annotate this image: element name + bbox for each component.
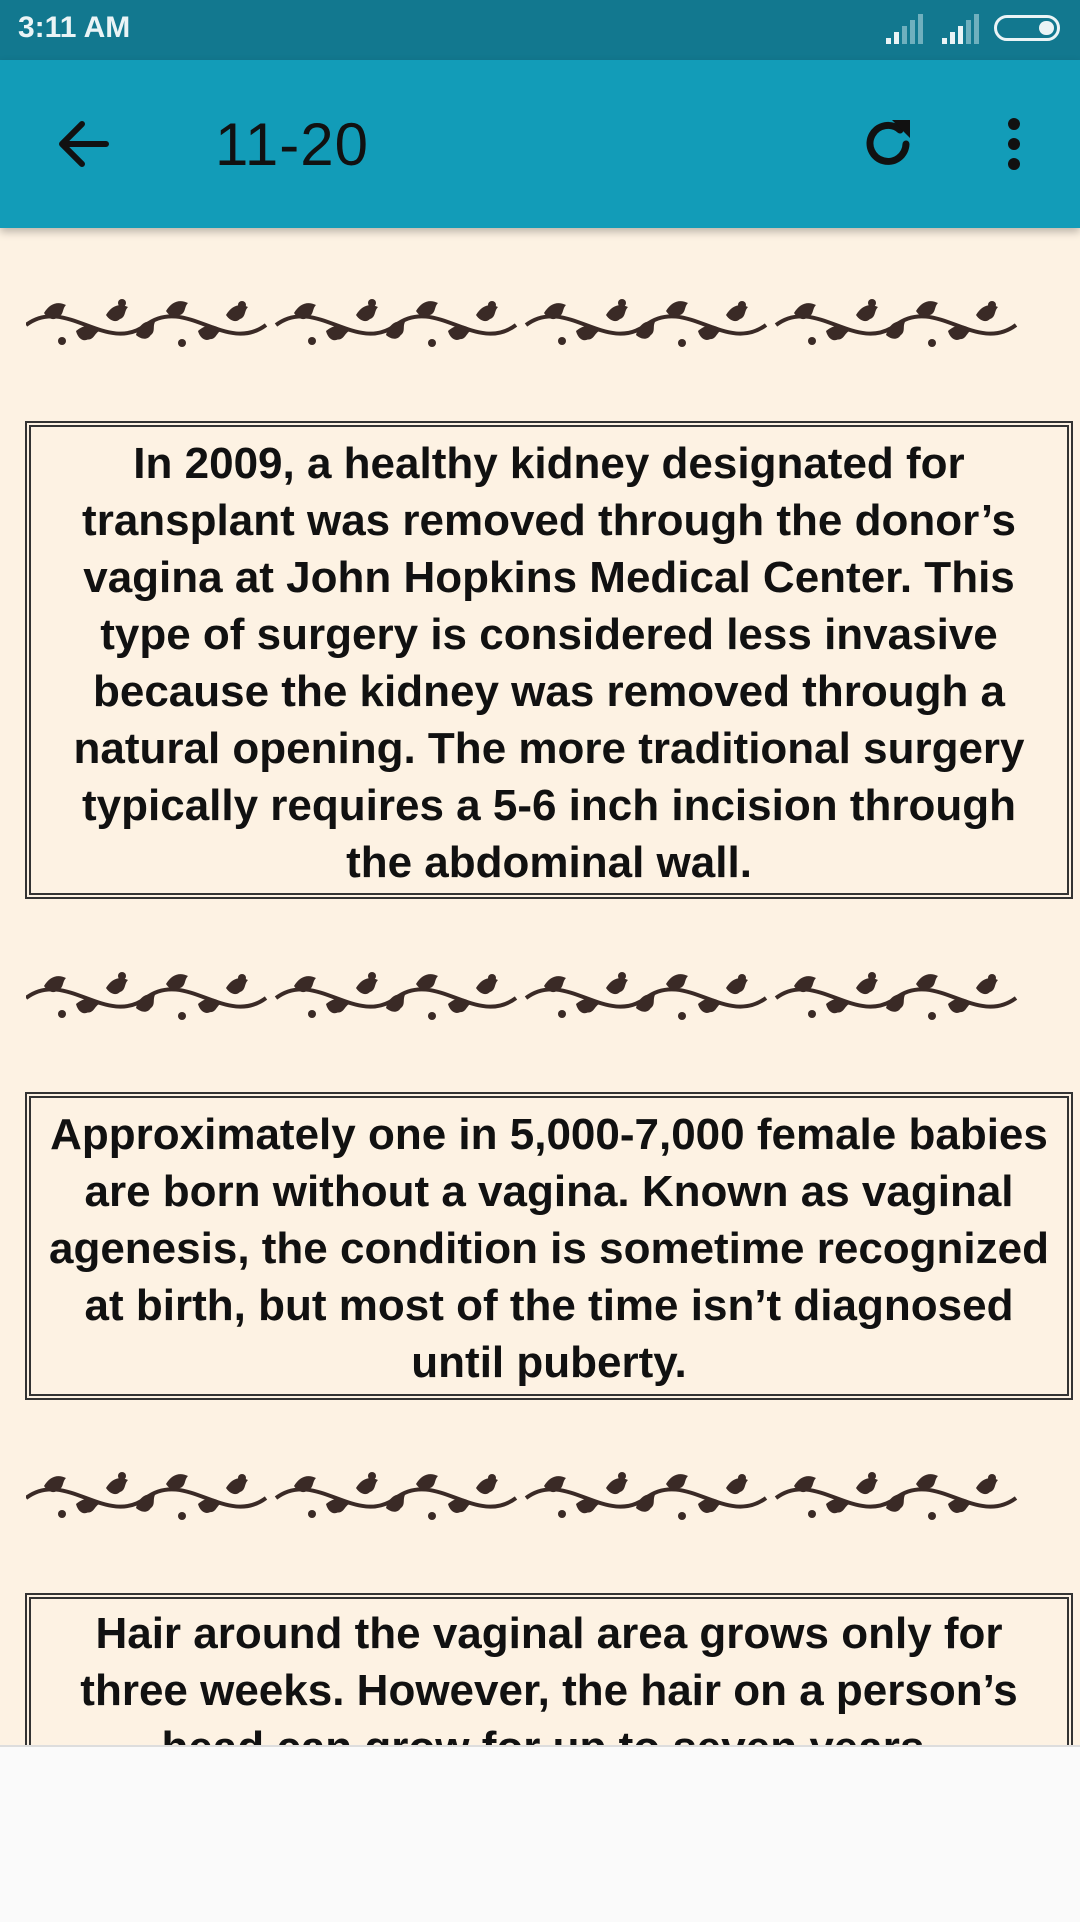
refresh-icon[interactable] xyxy=(856,112,920,176)
bottom-panel xyxy=(0,1745,1080,1922)
fact-card xyxy=(25,1092,1073,1400)
battery-icon xyxy=(994,15,1060,41)
signal-icon-2 xyxy=(940,14,984,46)
status-time: 3:11 AM xyxy=(18,11,131,44)
ornament-divider xyxy=(26,958,1070,1038)
app-bar xyxy=(0,60,1080,228)
arrow-left-icon[interactable] xyxy=(52,112,116,176)
status-bar xyxy=(0,0,1080,60)
fact-text: Approximately one in 5,000-7,000 female babies are born without a vagina. Known as vaginal agenesis, the condition is sometime recognized at birth, but most of the time isn’t diagnosed until puberty. xyxy=(48,1110,1049,1387)
fact-text: Hair around the vaginal area grows only for three weeks. However, the hair on a person’s xyxy=(80,1609,1018,1715)
ornament-divider xyxy=(26,285,1070,365)
ornament-divider xyxy=(26,1458,1070,1538)
more-vert-icon[interactable] xyxy=(984,112,1044,176)
signal-icon xyxy=(884,14,928,46)
page-title: 11-20 xyxy=(215,111,370,178)
fact-card xyxy=(25,421,1073,899)
fact-text: In 2009, a healthy kidney designated for transplant was removed through the donor’s vagina at John Hopkins Medical Center. This type of surgery is considered less invasive because the kidney was removed through a natural opening. The more traditional surgery typically requires a 5-6 inch incision through the abdominal wall. xyxy=(73,439,1025,887)
